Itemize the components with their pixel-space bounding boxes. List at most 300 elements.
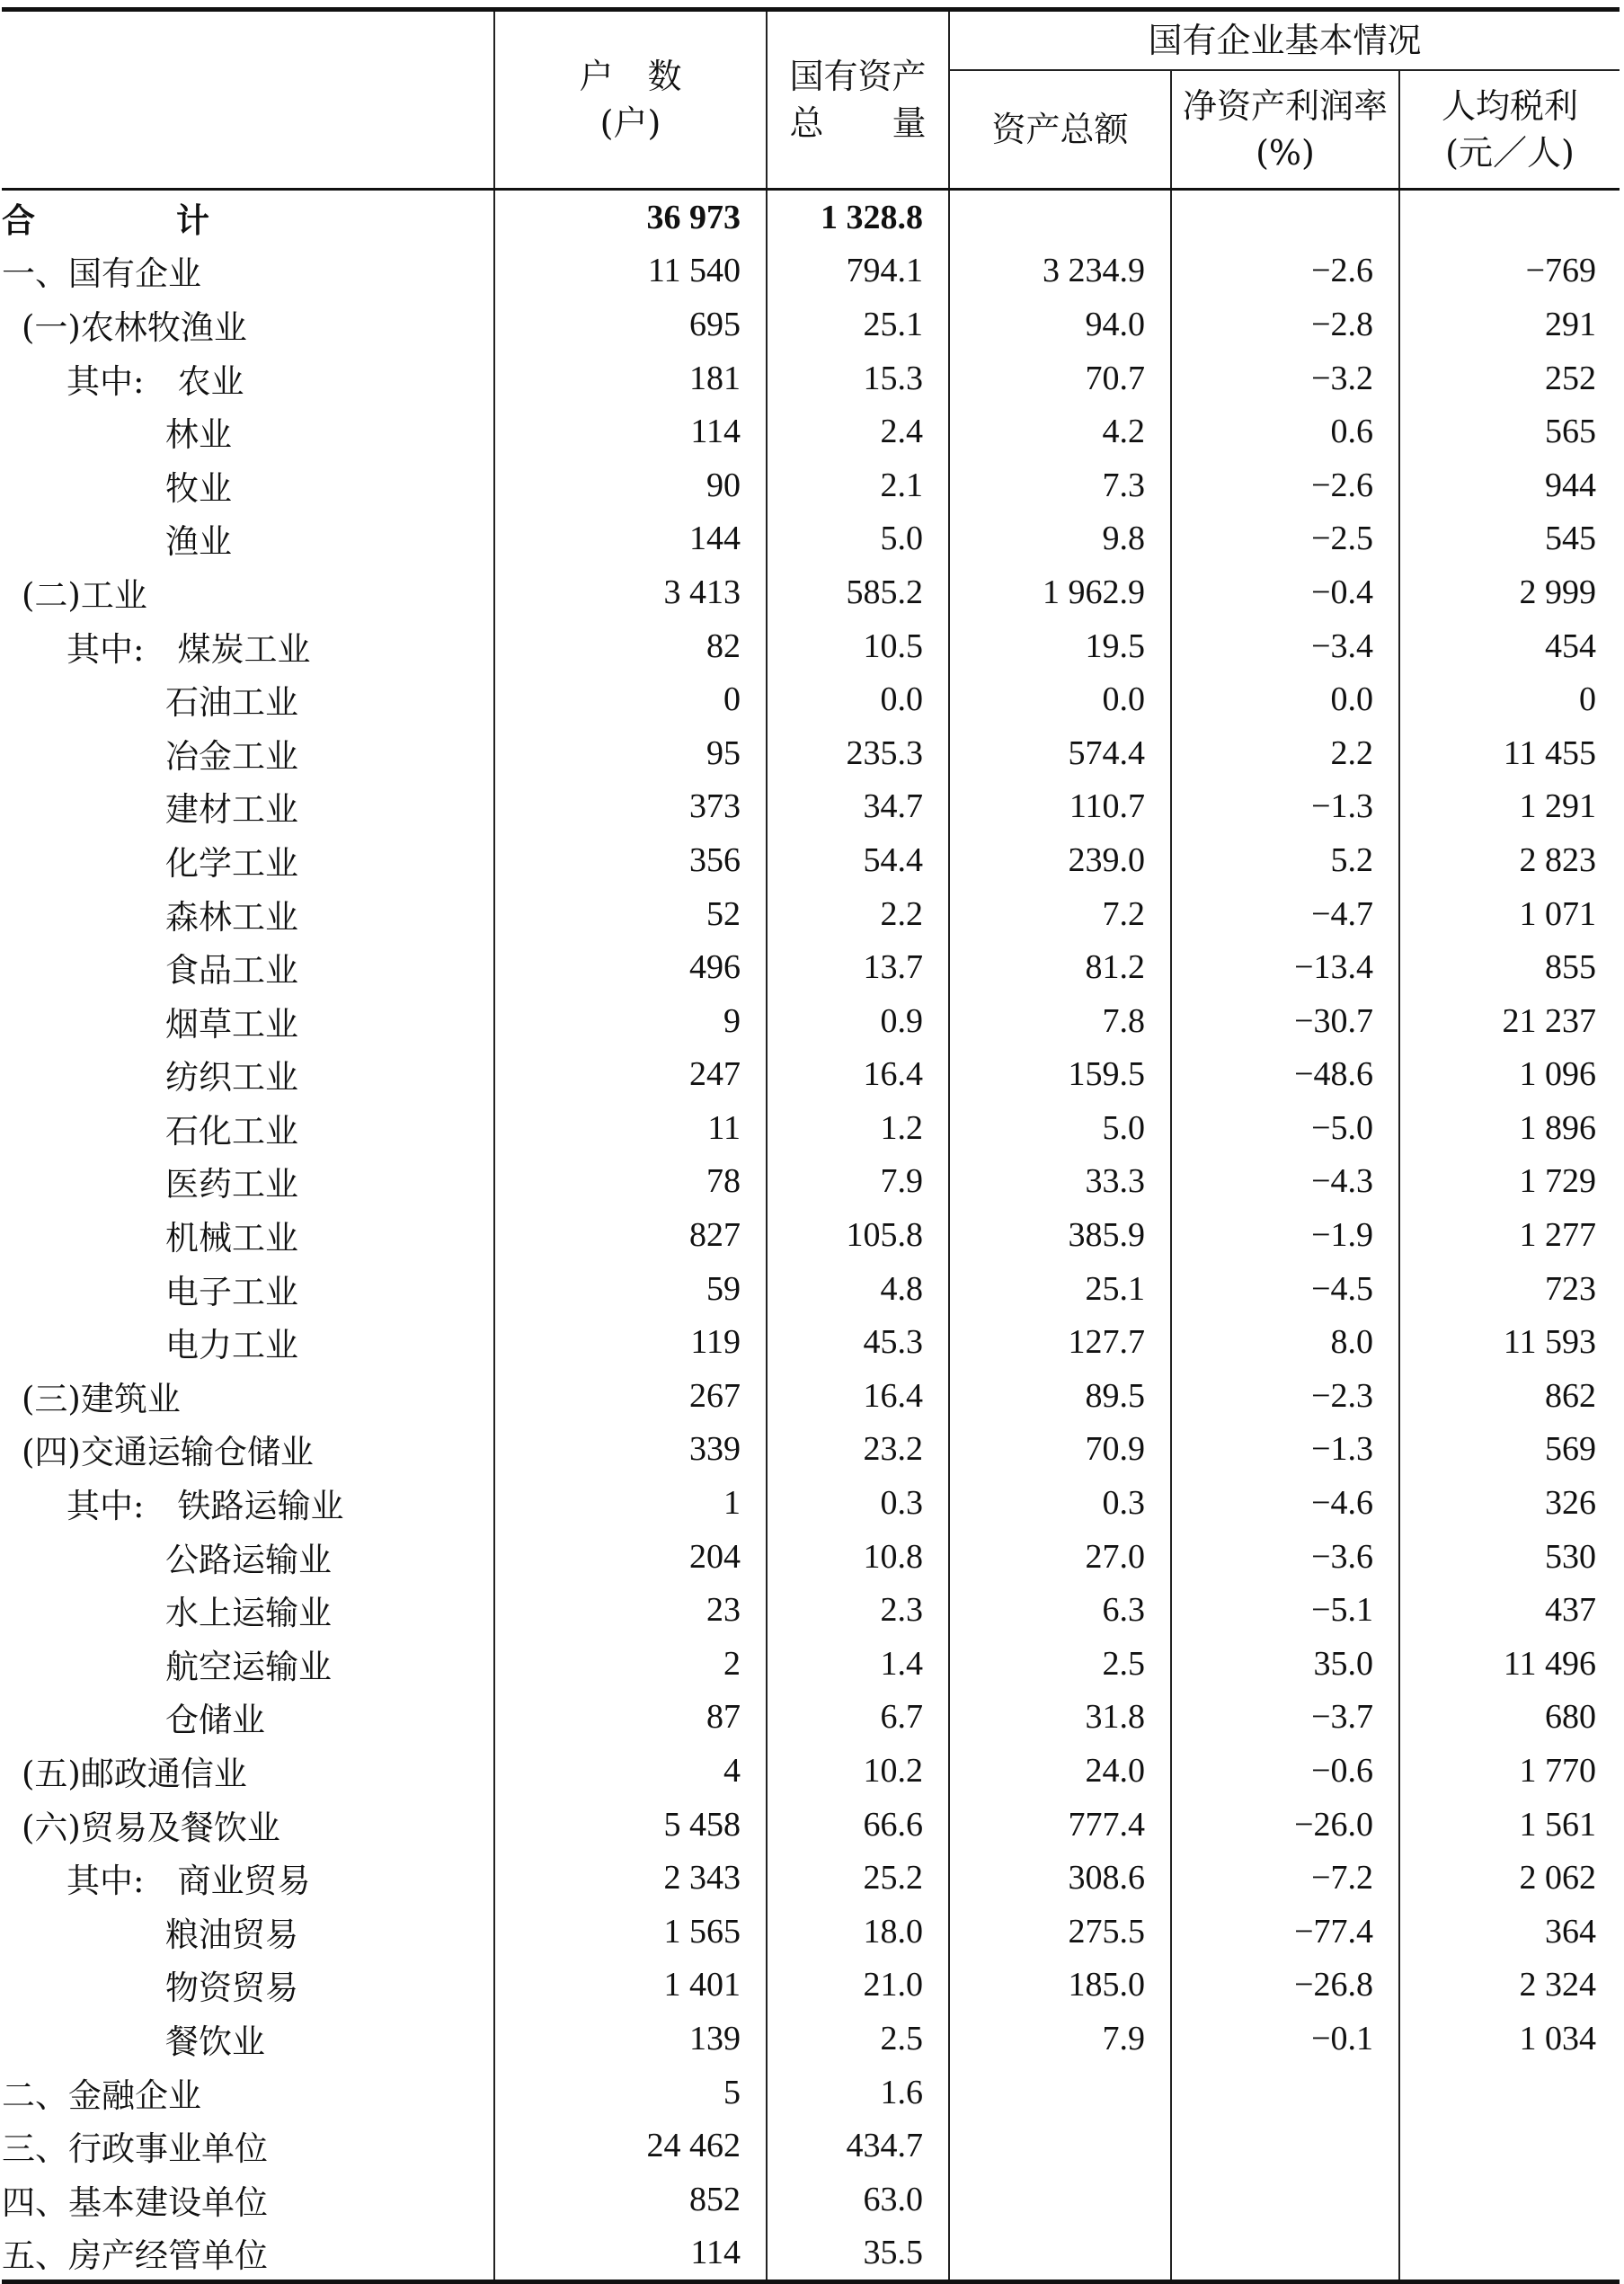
table-row xyxy=(2,565,1620,619)
cell-roe xyxy=(1171,190,1399,244)
statistics-table-container xyxy=(2,7,1620,2284)
row-label xyxy=(2,512,494,566)
header-roe-label: 净资产利润率 xyxy=(1182,86,1388,126)
row-label-text: (四)交通运输仓储业 xyxy=(22,1433,314,1472)
cell-total-assets: 6.3 xyxy=(949,1583,1171,1637)
row-label-text: 合 计 xyxy=(2,200,263,240)
cell-total-assets: 9.8 xyxy=(949,512,1171,566)
cell-state-assets: 4.8 xyxy=(767,1262,949,1316)
cell-total-assets: 89.5 xyxy=(949,1369,1171,1423)
cell-state-assets: 2.3 xyxy=(767,1583,949,1637)
cell-roe: −77.4 xyxy=(1171,1905,1399,1959)
row-label xyxy=(2,2119,494,2173)
cell-state-assets: 25.2 xyxy=(767,1851,949,1905)
table-row xyxy=(2,1208,1620,1262)
cell-total-assets: 3 234.9 xyxy=(949,244,1171,298)
cell-state-assets: 1.6 xyxy=(767,2066,949,2120)
cell-state-assets: 1 328.8 xyxy=(767,190,949,244)
cell-units: 247 xyxy=(494,1048,767,1102)
header-roe xyxy=(1171,70,1399,190)
row-label-text: 物资贸易 xyxy=(165,1969,298,2008)
cell-state-assets: 105.8 xyxy=(767,1208,949,1262)
cell-units: 139 xyxy=(494,2012,767,2066)
cell-total-assets: 777.4 xyxy=(949,1798,1171,1852)
table-body xyxy=(2,190,1620,2282)
cell-tax-per-capita: 326 xyxy=(1545,1484,1596,1523)
cell-roe: −1.9 xyxy=(1171,1208,1399,1262)
cell-roe: −2.6 xyxy=(1171,244,1399,298)
row-label-text: 石化工业 xyxy=(165,1111,298,1151)
table-row xyxy=(2,780,1620,834)
row-label xyxy=(2,1583,494,1637)
table-row xyxy=(2,1637,1620,1691)
table-row xyxy=(2,726,1620,780)
cell-units: 11 xyxy=(494,1101,767,1155)
cell-roe: 0.6 xyxy=(1171,404,1399,458)
cell-total-assets: 2.5 xyxy=(949,1637,1171,1691)
cell-state-assets: 16.4 xyxy=(767,1048,949,1102)
cell-units: 36 973 xyxy=(494,190,767,244)
cell-state-assets: 66.6 xyxy=(767,1798,949,1852)
cell-total-assets xyxy=(949,2119,1171,2173)
table-row xyxy=(2,994,1620,1048)
row-label xyxy=(2,1155,494,1209)
cell-state-assets: 25.1 xyxy=(767,298,949,351)
row-label xyxy=(2,458,494,512)
cell-tax-per-capita: 2 062 xyxy=(1519,1859,1596,1897)
table-row xyxy=(2,1744,1620,1798)
row-label-text: 三、行政事业单位 xyxy=(2,2129,268,2169)
cell-roe: 35.0 xyxy=(1171,1637,1399,1691)
cell-roe: −26.8 xyxy=(1171,1959,1399,2013)
table-row xyxy=(2,1583,1620,1637)
cell-tax-per-capita: 252 xyxy=(1545,359,1596,397)
table-header xyxy=(2,10,1620,190)
cell-state-assets: 0.9 xyxy=(767,994,949,1048)
header-units xyxy=(494,10,767,190)
cell-state-assets: 1.4 xyxy=(767,1637,949,1691)
cell-total-assets: 70.7 xyxy=(949,351,1171,405)
cell-roe: 0.0 xyxy=(1171,672,1399,726)
table-row xyxy=(2,351,1620,405)
cell-total-assets: 185.0 xyxy=(949,1959,1171,2013)
cell-roe: −26.0 xyxy=(1171,1798,1399,1852)
cell-tax-per-capita: 1 896 xyxy=(1519,1108,1596,1147)
cell-tax-per-capita: 11 455 xyxy=(1503,733,1596,772)
row-label-text: 冶金工业 xyxy=(165,736,298,776)
row-label xyxy=(2,1905,494,1959)
cell-roe xyxy=(1171,2226,1399,2282)
cell-roe: −4.3 xyxy=(1171,1155,1399,1209)
cell-state-assets: 15.3 xyxy=(767,351,949,405)
table-row xyxy=(2,2173,1620,2226)
table-row xyxy=(2,2066,1620,2120)
table-row xyxy=(2,1959,1620,2013)
cell-roe: −4.6 xyxy=(1171,1476,1399,1530)
row-label xyxy=(2,887,494,941)
cell-total-assets: 7.2 xyxy=(949,887,1171,941)
row-label-text: 仓储业 xyxy=(165,1701,265,1740)
cell-units: 356 xyxy=(494,833,767,887)
table-row xyxy=(2,1798,1620,1852)
cell-roe: −48.6 xyxy=(1171,1048,1399,1102)
row-label xyxy=(2,2066,494,2120)
cell-roe: −5.1 xyxy=(1171,1583,1399,1637)
cell-roe xyxy=(1171,2173,1399,2226)
table-row xyxy=(2,244,1620,298)
header-roe-unit: (%) xyxy=(1256,133,1315,173)
cell-total-assets: 33.3 xyxy=(949,1155,1171,1209)
row-label xyxy=(2,1048,494,1102)
cell-roe: −13.4 xyxy=(1171,940,1399,994)
cell-tax-per-capita: 2 324 xyxy=(1519,1966,1596,2004)
cell-roe: −2.5 xyxy=(1171,512,1399,566)
cell-state-assets: 794.1 xyxy=(767,244,949,298)
header-state-assets-line2: 总 量 xyxy=(789,103,927,143)
cell-state-assets: 10.2 xyxy=(767,1744,949,1798)
cell-state-assets: 2.4 xyxy=(767,404,949,458)
row-label xyxy=(2,351,494,405)
row-label-text: 机械工业 xyxy=(165,1219,298,1258)
cell-tax-per-capita: 2 823 xyxy=(1519,840,1596,879)
row-label xyxy=(2,2173,494,2226)
cell-tax-per-capita: 530 xyxy=(1545,1537,1596,1576)
cell-total-assets xyxy=(949,2173,1171,2226)
row-label xyxy=(2,1208,494,1262)
table-row xyxy=(2,404,1620,458)
cell-tax-per-capita: 454 xyxy=(1545,627,1596,665)
cell-tax-per-capita xyxy=(1399,190,1620,244)
cell-units: 95 xyxy=(494,726,767,780)
row-label xyxy=(2,1798,494,1852)
cell-total-assets: 385.9 xyxy=(949,1208,1171,1262)
cell-units: 373 xyxy=(494,780,767,834)
cell-roe: −2.3 xyxy=(1171,1369,1399,1423)
cell-state-assets: 2.5 xyxy=(767,2012,949,2066)
cell-state-assets: 434.7 xyxy=(767,2119,949,2173)
cell-units: 9 xyxy=(494,994,767,1048)
row-label xyxy=(2,244,494,298)
header-tax-label: 人均税利 xyxy=(1441,86,1578,126)
table-row xyxy=(2,672,1620,726)
table-row xyxy=(2,1262,1620,1316)
cell-units: 24 462 xyxy=(494,2119,767,2173)
row-label xyxy=(2,298,494,351)
cell-state-assets: 10.5 xyxy=(767,619,949,673)
cell-state-assets: 1.2 xyxy=(767,1101,949,1155)
row-label-text: 牧业 xyxy=(165,468,232,508)
cell-roe: −7.2 xyxy=(1171,1851,1399,1905)
cell-roe: −0.1 xyxy=(1171,2012,1399,2066)
cell-roe xyxy=(1171,2066,1399,2120)
cell-tax-per-capita: −769 xyxy=(1525,252,1596,290)
table-row xyxy=(2,1530,1620,1584)
table-row xyxy=(2,1476,1620,1530)
cell-tax-per-capita: 855 xyxy=(1545,948,1596,987)
cell-tax-per-capita: 565 xyxy=(1545,413,1596,451)
row-label-text: 粮油贸易 xyxy=(165,1915,298,1954)
row-label-text: 五、房产经管单位 xyxy=(2,2236,268,2276)
cell-tax-per-capita xyxy=(1399,2173,1620,2226)
row-label-text: (六)贸易及餐饮业 xyxy=(22,1808,280,1847)
cell-units: 827 xyxy=(494,1208,767,1262)
row-label-text: 航空运输业 xyxy=(165,1647,332,1686)
row-label-text: 食品工业 xyxy=(165,951,298,991)
cell-state-assets: 0.3 xyxy=(767,1476,949,1530)
cell-tax-per-capita: 1 770 xyxy=(1519,1752,1596,1791)
cell-total-assets: 275.5 xyxy=(949,1905,1171,1959)
cell-units: 852 xyxy=(494,2173,767,2226)
cell-roe: −2.6 xyxy=(1171,458,1399,512)
row-label xyxy=(2,1959,494,2013)
cell-tax-per-capita: 944 xyxy=(1545,466,1596,504)
cell-state-assets: 54.4 xyxy=(767,833,949,887)
cell-total-assets: 19.5 xyxy=(949,619,1171,673)
cell-roe: −30.7 xyxy=(1171,994,1399,1048)
cell-total-assets: 110.7 xyxy=(949,780,1171,834)
table-row xyxy=(2,1101,1620,1155)
table-row xyxy=(2,2012,1620,2066)
cell-units: 0 xyxy=(494,672,767,726)
row-label xyxy=(2,672,494,726)
table-row xyxy=(2,940,1620,994)
row-label xyxy=(2,2226,494,2282)
cell-tax-per-capita: 1 277 xyxy=(1519,1216,1596,1255)
cell-total-assets: 94.0 xyxy=(949,298,1171,351)
row-label xyxy=(2,1851,494,1905)
cell-total-assets: 574.4 xyxy=(949,726,1171,780)
row-label-text: 医药工业 xyxy=(165,1165,298,1204)
header-units-unit: (户) xyxy=(599,103,661,143)
cell-state-assets: 5.0 xyxy=(767,512,949,566)
cell-tax-per-capita: 11 593 xyxy=(1503,1323,1596,1362)
cell-units: 267 xyxy=(494,1369,767,1423)
row-label xyxy=(2,1101,494,1155)
table-row xyxy=(2,298,1620,351)
header-total-assets xyxy=(949,70,1171,190)
cell-roe: −4.7 xyxy=(1171,887,1399,941)
header-row-label-blank xyxy=(2,10,494,190)
cell-roe: −2.8 xyxy=(1171,298,1399,351)
cell-total-assets xyxy=(949,2066,1171,2120)
row-label-text: 其中: 铁路运输业 xyxy=(67,1487,344,1526)
cell-total-assets: 0.0 xyxy=(949,672,1171,726)
cell-roe: 2.2 xyxy=(1171,726,1399,780)
table-row xyxy=(2,1369,1620,1423)
cell-state-assets: 13.7 xyxy=(767,940,949,994)
row-label xyxy=(2,994,494,1048)
state-assets-table xyxy=(2,7,1620,2284)
cell-state-assets: 35.5 xyxy=(767,2226,949,2282)
cell-roe: −5.0 xyxy=(1171,1101,1399,1155)
cell-roe: 8.0 xyxy=(1171,1315,1399,1369)
cell-units: 119 xyxy=(494,1315,767,1369)
row-label-text: 渔业 xyxy=(165,522,232,562)
cell-roe xyxy=(1171,2119,1399,2173)
cell-roe: −4.5 xyxy=(1171,1262,1399,1316)
cell-units: 114 xyxy=(494,2226,767,2282)
table-row xyxy=(2,1423,1620,1477)
cell-units: 114 xyxy=(494,404,767,458)
row-label xyxy=(2,2012,494,2066)
cell-roe: −3.2 xyxy=(1171,351,1399,405)
cell-total-assets: 7.3 xyxy=(949,458,1171,512)
row-label-text: 其中: 商业贸易 xyxy=(67,1862,311,1901)
row-label xyxy=(2,1262,494,1316)
row-label xyxy=(2,1423,494,1477)
cell-total-assets: 159.5 xyxy=(949,1048,1171,1102)
cell-units: 1 xyxy=(494,1476,767,1530)
cell-units: 204 xyxy=(494,1530,767,1584)
cell-tax-per-capita xyxy=(1399,2066,1620,2120)
row-label xyxy=(2,1315,494,1369)
header-tax-unit: (元／人) xyxy=(1445,133,1575,173)
cell-tax-per-capita: 1 071 xyxy=(1519,894,1596,933)
cell-state-assets: 0.0 xyxy=(767,672,949,726)
cell-state-assets: 7.9 xyxy=(767,1155,949,1209)
row-label-text: 电力工业 xyxy=(165,1326,298,1365)
cell-units: 4 xyxy=(494,1744,767,1798)
cell-units: 181 xyxy=(494,351,767,405)
table-row xyxy=(2,2119,1620,2173)
cell-tax-per-capita: 723 xyxy=(1545,1269,1596,1308)
cell-total-assets: 70.9 xyxy=(949,1423,1171,1477)
table-row xyxy=(2,1691,1620,1745)
table-row xyxy=(2,512,1620,566)
cell-roe: −3.7 xyxy=(1171,1691,1399,1745)
cell-total-assets: 308.6 xyxy=(949,1851,1171,1905)
cell-tax-per-capita: 437 xyxy=(1545,1591,1596,1630)
table-row xyxy=(2,458,1620,512)
cell-tax-per-capita: 1 096 xyxy=(1519,1055,1596,1094)
cell-tax-per-capita: 2 999 xyxy=(1519,573,1596,611)
row-label xyxy=(2,565,494,619)
cell-units: 339 xyxy=(494,1423,767,1477)
cell-units: 52 xyxy=(494,887,767,941)
cell-total-assets xyxy=(949,2226,1171,2282)
cell-state-assets: 6.7 xyxy=(767,1691,949,1745)
cell-roe: −3.6 xyxy=(1171,1530,1399,1584)
cell-total-assets: 31.8 xyxy=(949,1691,1171,1745)
header-group-enterprise-basics: 国有企业基本情况 xyxy=(949,10,1620,71)
row-label-text: 一、国有企业 xyxy=(2,254,201,294)
cell-roe: −1.3 xyxy=(1171,780,1399,834)
cell-tax-per-capita: 1 561 xyxy=(1519,1805,1596,1844)
cell-tax-per-capita: 862 xyxy=(1545,1376,1596,1415)
cell-state-assets: 585.2 xyxy=(767,565,949,619)
cell-units: 1 401 xyxy=(494,1959,767,2013)
row-label xyxy=(2,833,494,887)
cell-total-assets: 7.9 xyxy=(949,2012,1171,2066)
cell-state-assets: 21.0 xyxy=(767,1959,949,2013)
cell-units: 2 343 xyxy=(494,1851,767,1905)
cell-state-assets: 45.3 xyxy=(767,1315,949,1369)
cell-state-assets: 34.7 xyxy=(767,780,949,834)
cell-units: 3 413 xyxy=(494,565,767,619)
row-label-text: (一)农林牧渔业 xyxy=(22,307,247,347)
row-label-text: 水上运输业 xyxy=(165,1594,332,1633)
cell-total-assets xyxy=(949,190,1171,244)
cell-units: 87 xyxy=(494,1691,767,1745)
row-label-text: 其中: 农业 xyxy=(67,361,244,401)
cell-tax-per-capita: 0 xyxy=(1579,680,1596,719)
cell-tax-per-capita: 680 xyxy=(1545,1698,1596,1737)
cell-tax-per-capita xyxy=(1399,2226,1620,2282)
cell-state-assets: 235.3 xyxy=(767,726,949,780)
row-label xyxy=(2,619,494,673)
row-label xyxy=(2,780,494,834)
cell-tax-per-capita xyxy=(1399,2119,1620,2173)
row-label-text: 四、基本建设单位 xyxy=(2,2182,268,2222)
row-label xyxy=(2,1744,494,1798)
cell-tax-per-capita: 291 xyxy=(1545,305,1596,343)
row-label-text: 烟草工业 xyxy=(165,1004,298,1044)
cell-units: 5 458 xyxy=(494,1798,767,1852)
row-label xyxy=(2,1476,494,1530)
row-label-text: 二、金融企业 xyxy=(2,2075,201,2115)
table-row xyxy=(2,1905,1620,1959)
table-row xyxy=(2,1315,1620,1369)
table-row xyxy=(2,190,1620,244)
cell-units: 23 xyxy=(494,1583,767,1637)
cell-tax-per-capita: 1 729 xyxy=(1519,1162,1596,1201)
cell-tax-per-capita: 569 xyxy=(1545,1430,1596,1469)
cell-tax-per-capita: 11 496 xyxy=(1503,1644,1596,1683)
row-label xyxy=(2,190,494,244)
row-label-text: 其中: 煤炭工业 xyxy=(67,629,311,669)
cell-roe: 5.2 xyxy=(1171,833,1399,887)
cell-state-assets: 16.4 xyxy=(767,1369,949,1423)
row-label xyxy=(2,726,494,780)
table-row xyxy=(2,833,1620,887)
cell-units: 2 xyxy=(494,1637,767,1691)
row-label-text: 化学工业 xyxy=(165,843,298,883)
header-state-assets xyxy=(767,10,949,190)
cell-units: 695 xyxy=(494,298,767,351)
cell-total-assets: 239.0 xyxy=(949,833,1171,887)
row-label-text: (三)建筑业 xyxy=(22,1379,181,1418)
cell-tax-per-capita: 1 291 xyxy=(1519,787,1596,826)
row-label-text: 石油工业 xyxy=(165,683,298,723)
cell-units: 496 xyxy=(494,940,767,994)
cell-total-assets: 27.0 xyxy=(949,1530,1171,1584)
cell-total-assets: 1 962.9 xyxy=(949,565,1171,619)
header-total-assets-label: 资产总额 xyxy=(991,110,1129,149)
cell-units: 5 xyxy=(494,2066,767,2120)
cell-total-assets: 5.0 xyxy=(949,1101,1171,1155)
cell-state-assets: 23.2 xyxy=(767,1423,949,1477)
cell-state-assets: 18.0 xyxy=(767,1905,949,1959)
row-label-text: 林业 xyxy=(165,415,232,455)
row-label xyxy=(2,404,494,458)
row-label xyxy=(2,1637,494,1691)
cell-total-assets: 127.7 xyxy=(949,1315,1171,1369)
row-label xyxy=(2,1369,494,1423)
cell-units: 144 xyxy=(494,512,767,566)
row-label-text: 建材工业 xyxy=(165,790,298,830)
cell-units: 11 540 xyxy=(494,244,767,298)
table-row xyxy=(2,619,1620,673)
cell-roe: −1.3 xyxy=(1171,1423,1399,1477)
row-label xyxy=(2,1691,494,1745)
table-row xyxy=(2,887,1620,941)
header-tax-per-capita xyxy=(1399,70,1620,190)
cell-units: 90 xyxy=(494,458,767,512)
header-units-label: 户 数 xyxy=(579,57,682,96)
cell-state-assets: 2.1 xyxy=(767,458,949,512)
table-row xyxy=(2,1851,1620,1905)
row-label-text: 公路运输业 xyxy=(165,1540,332,1579)
